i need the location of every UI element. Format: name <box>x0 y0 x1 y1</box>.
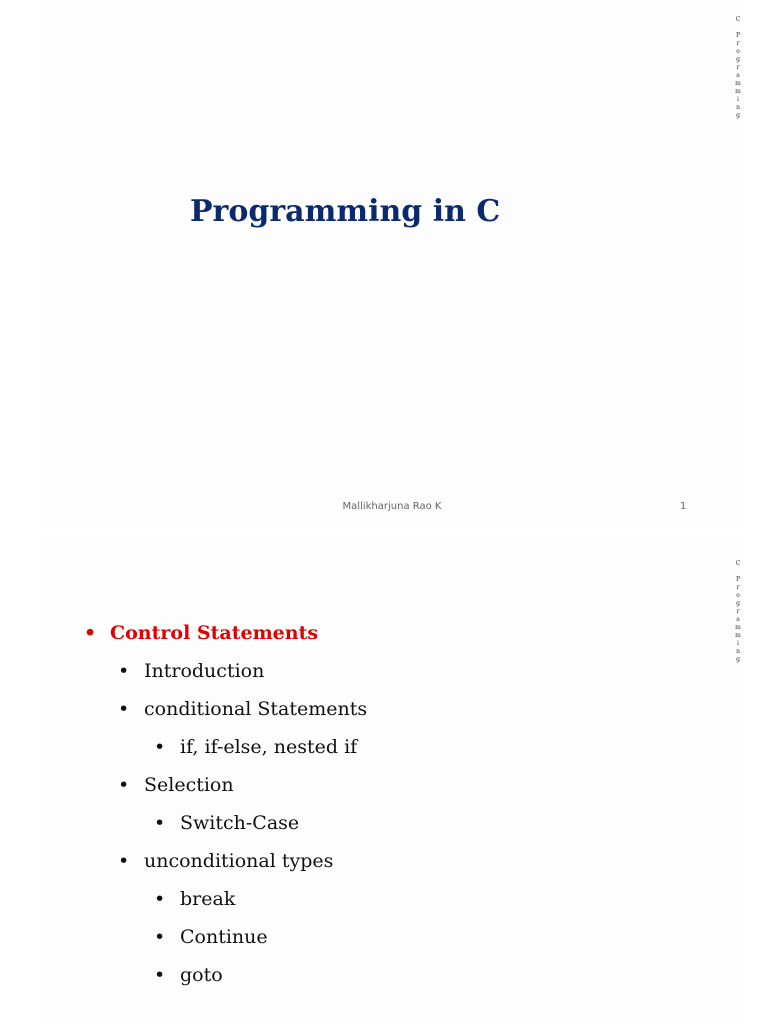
outline-item-text: goto <box>180 964 223 986</box>
outline-item <box>154 888 235 910</box>
side-label-char: r <box>736 40 740 47</box>
side-label-char: a <box>736 72 740 79</box>
outline-item-text: Continue <box>180 926 268 948</box>
side-label-char: a <box>736 616 740 623</box>
side-label-char: o <box>736 48 740 55</box>
side-label-char: g <box>736 56 740 63</box>
side-label-char: g <box>736 656 740 663</box>
outline-item <box>154 812 299 834</box>
outline-item-text: if, if-else, nested if <box>180 736 358 758</box>
outline-item <box>154 926 268 948</box>
bullet-icon: • <box>154 888 166 910</box>
side-label-char: r <box>736 584 740 591</box>
outline-item <box>154 736 357 758</box>
slide-2 <box>40 540 744 1024</box>
side-label-char: m <box>735 632 741 639</box>
footer-author: Mallikharjuna Rao K <box>342 501 442 512</box>
bullet-icon: • <box>154 964 166 986</box>
outline-item-text: unconditional types <box>144 850 334 872</box>
outline-item <box>118 774 234 796</box>
outline-item-text: Selection <box>144 774 234 796</box>
side-label-char: m <box>735 624 741 631</box>
outline-item <box>118 698 367 720</box>
outline-heading <box>84 622 318 644</box>
side-label-char: g <box>736 600 740 607</box>
side-label-char: i <box>737 96 739 103</box>
bullet-icon: • <box>154 926 166 948</box>
side-label-char: C <box>735 560 741 567</box>
side-label-char: r <box>736 64 740 71</box>
page-number: 1 <box>680 501 687 512</box>
outline-item-text: conditional Statements <box>144 698 368 720</box>
side-label-char: P <box>735 32 741 39</box>
side-label-char: o <box>736 592 740 599</box>
slide-1 <box>40 4 744 528</box>
slide-title: Programming in C <box>190 194 501 229</box>
bullet-icon: • <box>154 812 166 834</box>
side-label-char: r <box>736 608 740 615</box>
bullet-icon: • <box>84 622 97 644</box>
side-label-vertical <box>732 560 744 664</box>
bullet-icon: • <box>118 850 130 872</box>
outline-item-text: Control Statements <box>110 622 319 644</box>
bullet-icon: • <box>118 698 130 720</box>
side-label-char: n <box>736 648 740 655</box>
outline-item-text: Switch-Case <box>180 812 300 834</box>
side-label-vertical <box>732 16 744 120</box>
side-label-char: C <box>735 16 741 23</box>
outline-item-text: Introduction <box>144 660 265 682</box>
outline-item <box>118 850 333 872</box>
outline-item <box>118 660 264 682</box>
side-label-char: P <box>735 576 741 583</box>
outline-item <box>154 964 223 986</box>
bullet-icon: • <box>154 736 166 758</box>
bullet-icon: • <box>118 774 130 796</box>
side-label-char: g <box>736 112 740 119</box>
side-label-char: m <box>735 80 741 87</box>
bullet-icon: • <box>118 660 130 682</box>
side-label-char: m <box>735 88 741 95</box>
outline-item-text: break <box>180 888 236 910</box>
side-label-char: i <box>737 640 739 647</box>
side-label-char: n <box>736 104 740 111</box>
